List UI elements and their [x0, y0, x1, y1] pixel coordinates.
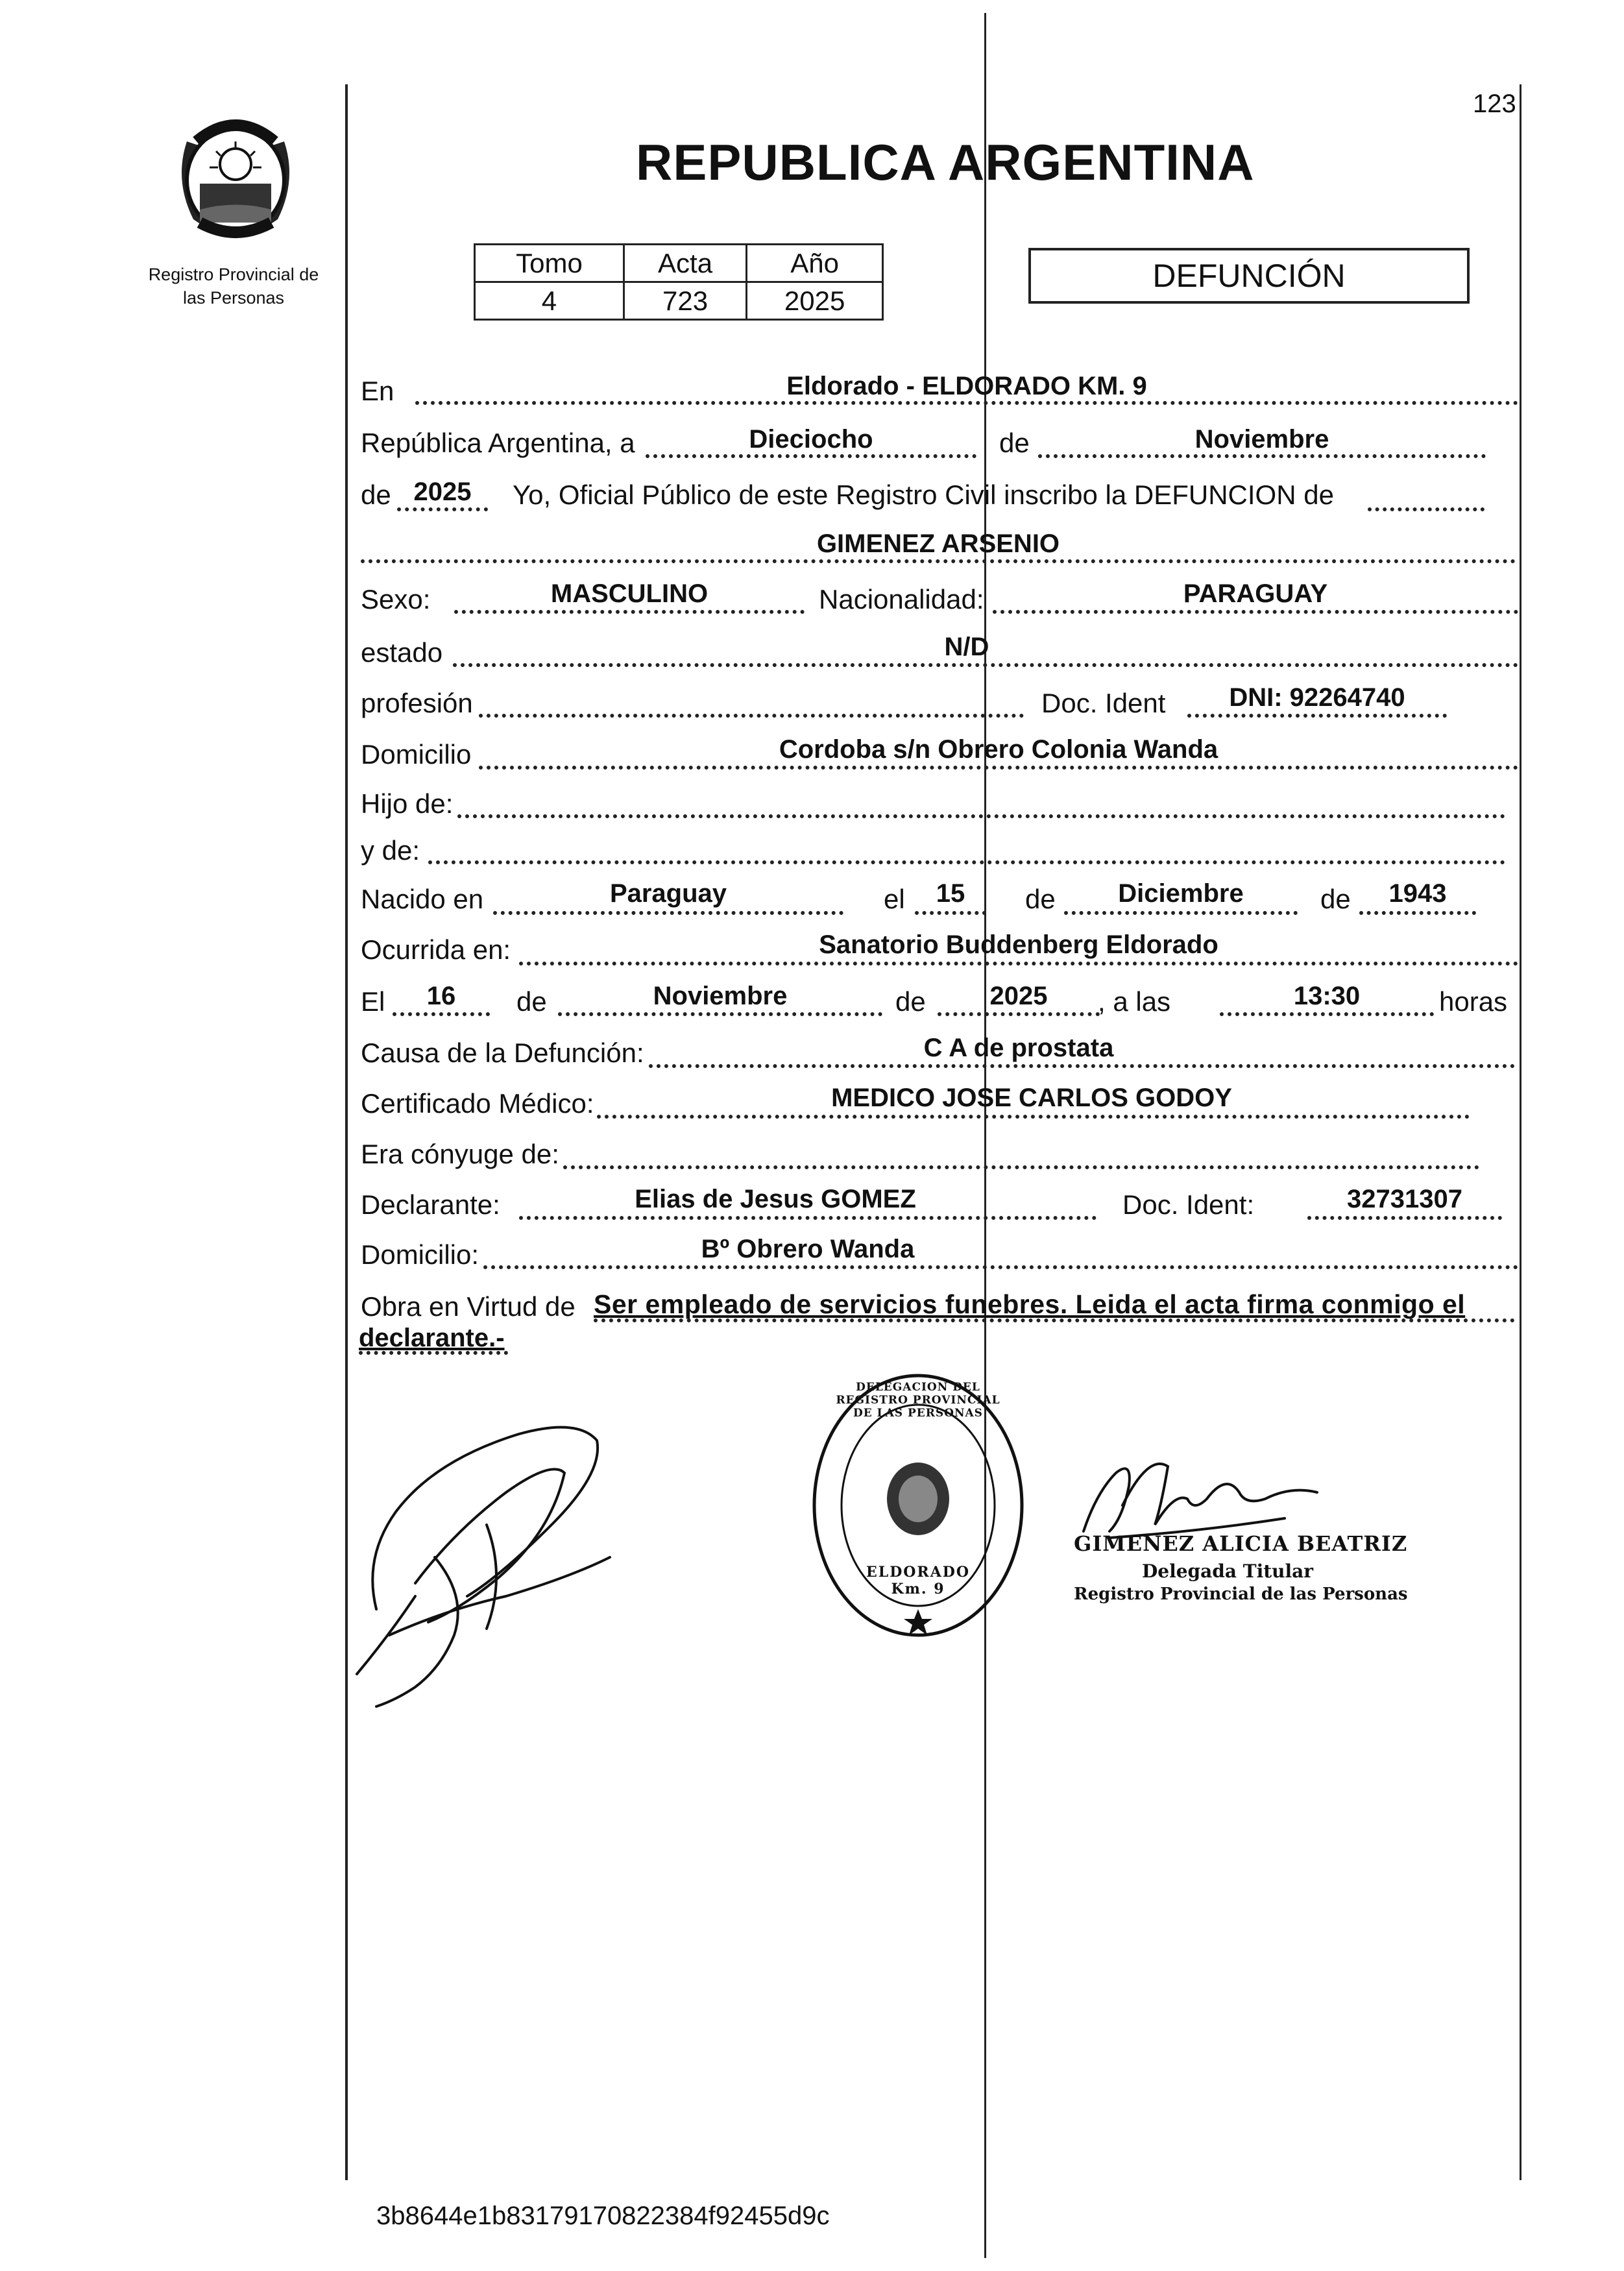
label-sexo: Sexo:: [361, 584, 431, 614]
label-doc-ident-declarante: Doc. Ident:: [1122, 1189, 1255, 1220]
dotline-nacido-en: [493, 911, 843, 915]
record-table-header-row: [475, 245, 883, 282]
dotline-hijo-de: [457, 814, 1505, 818]
label-republica: República Argentina, a: [361, 428, 635, 458]
dotline-lugar: [415, 401, 1518, 405]
record-header-tomo: Tomo: [475, 245, 624, 282]
value-nacido-en: Paraguay: [609, 879, 727, 908]
value-estado: N/D: [944, 633, 989, 661]
dotline-fallecido: [361, 559, 1516, 563]
dotline-obra-cont: [359, 1351, 508, 1355]
label-domicilio: Domicilio: [361, 739, 472, 770]
record-header-acta: Acta: [624, 245, 746, 282]
dotline-nac-dia: [915, 911, 986, 915]
dotline-dia: [646, 454, 976, 458]
dotline-certificado: [597, 1115, 1470, 1119]
value-doc-ident: DNI: 92264740: [1229, 683, 1405, 712]
label-yo-oficial: Yo, Oficial Público de este Registro Civil inscribo la DEFUNCION de: [513, 480, 1334, 510]
label-causa: Causa de la Defunción:: [361, 1038, 644, 1068]
registry-caption-line2: las Personas: [182, 288, 285, 308]
value-nac-dia: 15: [936, 879, 965, 908]
label-a-las: , a las: [1098, 986, 1171, 1017]
record-value-tomo: 4: [475, 282, 624, 320]
value-declarante-doc: 32731307: [1347, 1185, 1462, 1213]
dotline-doc-ident: [1187, 714, 1447, 718]
dotline-declarante-domicilio: [483, 1265, 1518, 1269]
dotline-ocurrida-en: [519, 962, 1518, 965]
dotline-y-de: [428, 860, 1505, 864]
value-obra: Ser empleado de servicios funebres. Leida el acta firma conmigo el: [594, 1289, 1466, 1319]
dotline-conyuge: [563, 1165, 1479, 1169]
dotline-nac-anio: [1359, 911, 1476, 915]
dotline-estado: [453, 663, 1518, 667]
label-declarante: Declarante:: [361, 1189, 500, 1220]
dotline-nacionalidad: [993, 610, 1518, 614]
label-conyuge: Era cónyuge de:: [361, 1139, 559, 1169]
value-certificado: MEDICO JOSE CARLOS GODOY: [831, 1084, 1232, 1112]
label-doc-ident: Doc. Ident: [1041, 688, 1166, 718]
document-type-box: DEFUNCIÓN: [1028, 248, 1470, 304]
value-def-dia: 16: [426, 982, 456, 1010]
center-fold-line: [984, 13, 986, 2258]
label-domicilio-declarante: Domicilio:: [361, 1239, 479, 1270]
value-sexo: MASCULINO: [550, 579, 709, 608]
dotline-def-hora: [1220, 1012, 1434, 1016]
label-certificado: Certificado Médico:: [361, 1088, 594, 1119]
record-table-value-row: [475, 282, 883, 320]
dotline-mes: [1038, 454, 1486, 458]
label-hijo-de: Hijo de:: [361, 788, 454, 819]
value-domicilio: Cordoba s/n Obrero Colonia Wanda: [779, 735, 1218, 764]
official-title: Delegada Titular: [1142, 1561, 1314, 1582]
provincial-shield-icon: [161, 103, 310, 252]
label-de-def-mes: de: [516, 986, 547, 1017]
dotline-yo-tail: [1368, 507, 1485, 511]
label-obra: Obra en Virtud de: [361, 1291, 576, 1322]
dotline-causa: [649, 1064, 1515, 1068]
label-de-def-anio: de: [895, 986, 926, 1017]
dotline-anio: [397, 507, 488, 511]
value-def-mes: Noviembre: [653, 982, 788, 1010]
dotline-def-anio: [938, 1012, 1100, 1016]
right-margin-line: [1520, 84, 1521, 2180]
value-mes: Noviembre: [1194, 425, 1329, 454]
value-fallecido: GIMENEZ ARSENIO: [816, 529, 1060, 558]
label-de-nac-anio: de: [1320, 884, 1351, 914]
record-value-acta: 723: [624, 282, 746, 320]
dotline-obra: [594, 1318, 1515, 1322]
label-en: En: [361, 376, 394, 406]
label-el-nac: el: [884, 884, 905, 914]
dotline-domicilio: [479, 766, 1518, 770]
label-nacionalidad: Nacionalidad:: [819, 584, 984, 614]
value-nac-anio: 1943: [1388, 879, 1447, 908]
page-title: REPUBLICA ARGENTINA: [636, 134, 1255, 191]
stamp-inner-text: ELDORADO Km. 9: [866, 1564, 971, 1597]
official-stamp: [808, 1369, 1028, 1642]
logo-top-text: [0, 0, 1, 1]
dotline-nac-mes: [1064, 911, 1298, 915]
label-profesion: profesión: [361, 688, 473, 718]
registry-caption-line1: Registro Provincial de: [148, 265, 319, 284]
value-anio: 2025: [413, 478, 472, 506]
label-de-anio: de: [361, 480, 391, 510]
official-office: Registro Provincial de las Personas: [1074, 1585, 1408, 1604]
dotline-declarante: [519, 1216, 1097, 1220]
record-table: [474, 243, 884, 321]
label-horas: horas: [1439, 986, 1508, 1017]
dotline-def-mes: [558, 1012, 882, 1016]
value-dia-letras: Dieciocho: [749, 425, 873, 454]
page-number: 123: [1473, 90, 1516, 118]
registry-caption: [130, 263, 337, 310]
dotline-declarante-doc: [1307, 1216, 1502, 1220]
document-hash: 3b8644e1b83179170822384f92455d9c: [376, 2202, 830, 2230]
registry-logo: [161, 103, 310, 252]
label-de-mes: de: [999, 428, 1030, 458]
value-lugar: Eldorado - ELDORADO KM. 9: [786, 372, 1147, 400]
dotline-profesion: [479, 714, 1024, 718]
label-nacido-en: Nacido en: [361, 884, 484, 914]
official-name: GIMENEZ ALICIA BEATRIZ: [1074, 1531, 1408, 1556]
stamp-ring-text: DELEGACION DEL REGISTRO PROVINCIAL DE LAS PERSONAS: [836, 1381, 1000, 1420]
value-def-hora: 13:30: [1293, 982, 1361, 1010]
label-estado: estado: [361, 637, 443, 668]
declarant-signature: [337, 1363, 675, 1713]
label-y-de: y de:: [361, 835, 420, 866]
logo-text-group: [0, 0, 1, 1]
dotline-def-dia: [393, 1012, 490, 1016]
record-value-anio: 2025: [747, 282, 883, 320]
value-nac-mes: Diciembre: [1118, 879, 1244, 908]
value-declarante-domicilio: Bº Obrero Wanda: [701, 1235, 915, 1263]
value-def-anio: 2025: [989, 982, 1048, 1010]
value-causa: C A de prostata: [923, 1034, 1114, 1062]
left-margin-line: [345, 84, 348, 2180]
official-signature: [1071, 1434, 1363, 1544]
record-header-anio: Año: [747, 245, 883, 282]
value-ocurrida-en: Sanatorio Buddenberg Eldorado: [819, 930, 1218, 959]
label-el-def: El: [361, 986, 385, 1017]
dotline-sexo: [454, 610, 805, 614]
value-declarante: Elias de Jesus GOMEZ: [635, 1185, 916, 1213]
value-obra-cont: declarante.-: [359, 1324, 505, 1352]
label-de-nac-mes: de: [1025, 884, 1056, 914]
value-nacionalidad: PARAGUAY: [1183, 579, 1328, 608]
label-ocurrida-en: Ocurrida en:: [361, 934, 511, 965]
